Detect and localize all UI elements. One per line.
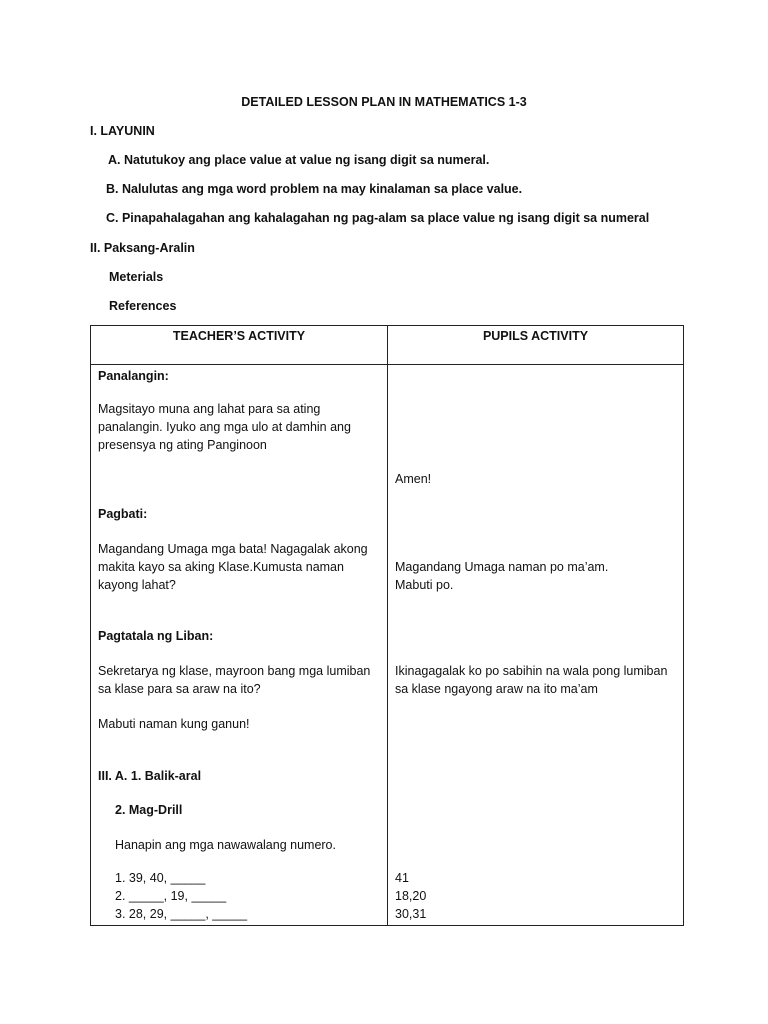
drill-item-3: 3. 28, 29, _____, _____ — [115, 907, 248, 921]
section-layunin-heading: I. LAYUNIN — [90, 124, 155, 138]
drill-answer-2: 18,20 — [395, 889, 427, 903]
panalangin-line-3: presensya ng ating Panginoon — [98, 438, 267, 452]
liban-line-2: sa klase para sa araw na ito? — [98, 682, 261, 696]
objective-b: B. Nalulutas ang mga word problem na may kinalaman sa place value. — [106, 182, 523, 196]
table-body-row — [91, 365, 684, 926]
liban-label: Pagtatala ng Liban: — [98, 629, 214, 643]
drill-answer-1: 41 — [395, 871, 409, 885]
page-title: DETAILED LESSON PLAN IN MATHEMATICS 1-3 — [241, 95, 527, 109]
drill-answer-3: 30,31 — [395, 907, 427, 921]
pupils-activity-header: PUPILS ACTIVITY — [388, 326, 684, 365]
pupils-greeting-line-2: Mabuti po. — [395, 578, 454, 592]
pupils-greeting-line-1: Magandang Umaga naman po ma’am. — [395, 560, 609, 574]
drill-item-1: 1. 39, 40, _____ — [115, 871, 206, 885]
pupils-activity-cell — [388, 365, 684, 926]
table-header-row — [91, 326, 684, 365]
pupils-liban-line-2: sa klase ngayong araw na ito ma’am — [395, 682, 598, 696]
pupils-liban-line-1: Ikinagagalak ko po sabihin na wala pong lumiban — [395, 664, 668, 678]
panalangin-label: Panalangin: — [98, 369, 169, 383]
pagbati-line-3: kayong lahat? — [98, 578, 176, 592]
pagbati-line-1: Magandang Umaga mga bata! Nagagalak akong — [98, 542, 368, 556]
objective-a: A. Natutukoy ang place value at value ng isang digit sa numeral. — [108, 153, 490, 167]
panalangin-line-2: panalangin. Iyuko ang mga ulo at damhin ang — [98, 420, 351, 434]
pagbati-label: Pagbati: — [98, 507, 148, 521]
references-label: References — [109, 299, 177, 313]
drill-instruction: Hanapin ang mga nawawalang numero. — [115, 838, 336, 852]
liban-line-1: Sekretarya ng klase, mayroon bang mga lumiban — [98, 664, 371, 678]
balik-aral-heading: III. A. 1. Balik-aral — [98, 769, 202, 783]
teacher-activity-header: TEACHER’S ACTIVITY — [91, 326, 388, 365]
lesson-table — [90, 325, 684, 926]
mabuti-text: Mabuti naman kung ganun! — [98, 717, 250, 731]
section-paksang-aralin-heading: II. Paksang-Aralin — [90, 241, 195, 255]
pagbati-line-2: makita kayo sa aking Klase.Kumusta naman — [98, 560, 344, 574]
mag-drill-heading: 2. Mag-Drill — [115, 803, 183, 817]
materials-label: Meterials — [109, 270, 164, 284]
teacher-activity-cell — [91, 365, 388, 926]
objective-c: C. Pinapahalagahan ang kahalagahan ng pag-alam sa place value ng isang digit sa numeral — [106, 211, 650, 225]
pupils-amen: Amen! — [395, 472, 432, 486]
panalangin-line-1: Magsitayo muna ang lahat para sa ating — [98, 402, 321, 416]
drill-item-2: 2. _____, 19, _____ — [115, 889, 227, 903]
